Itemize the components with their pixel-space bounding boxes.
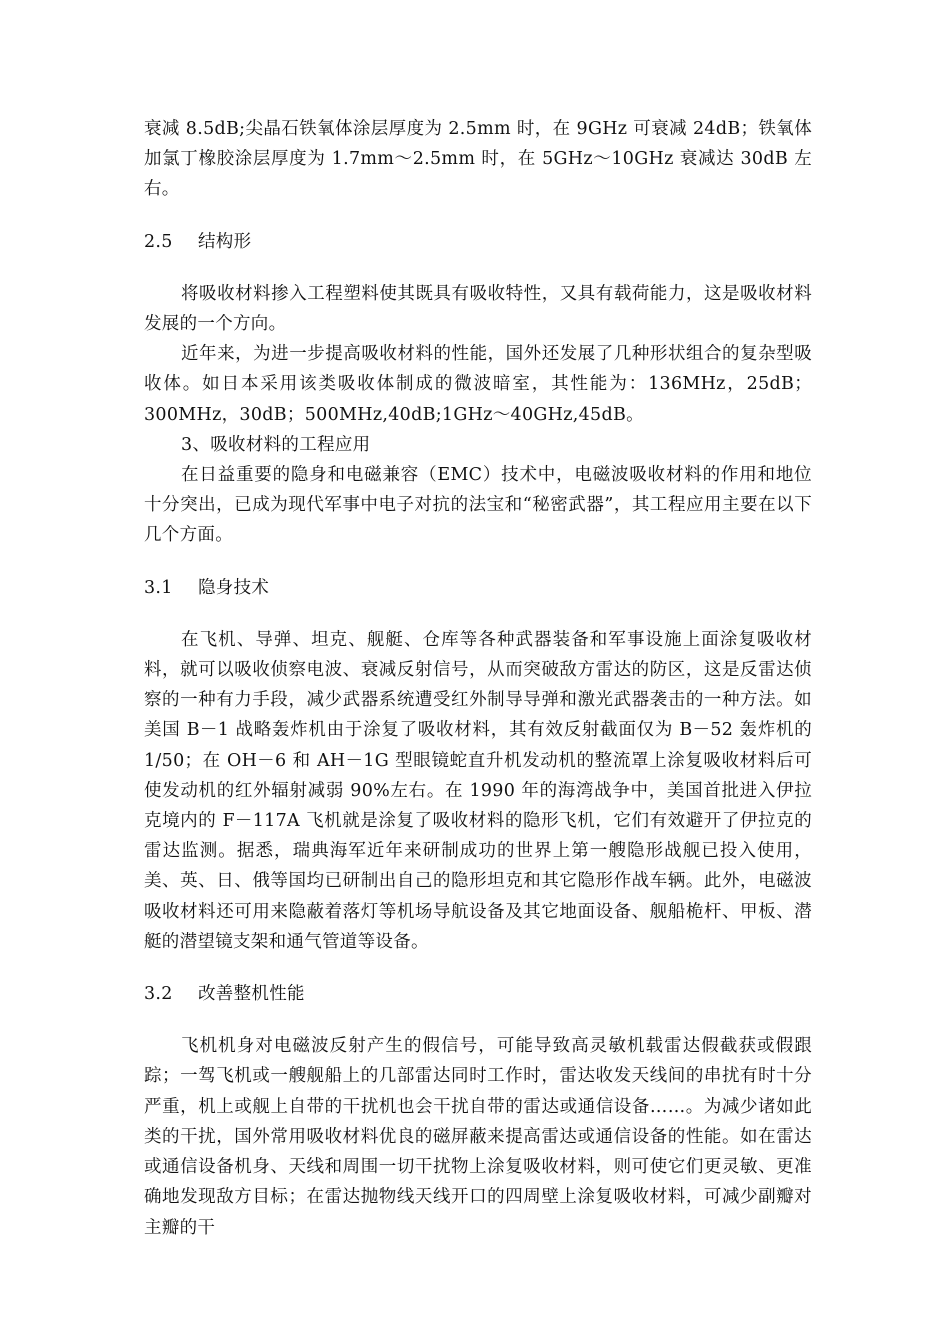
section-number: 2.5 (144, 231, 173, 252)
paragraph-performance: 飞机机身对电磁波反射产生的假信号，可能导致高灵敏机载雷达假截获或假跟踪；一驾飞机或一艘舰船上的几部雷达同时工作时，雷达收发天线间的串扰有时十分严重，机上或舰上自带的干扰机也会干扰自带的雷达或通信设备……。为减少诸如此类的干扰，国外常用吸收材料优良的磁屏蔽来提高雷达或通信设备的性能。如在雷达或通信设备机身、天线和周围一切干扰物上涂复吸收材料，则可使它们更灵敏、更准确地发现敌方目标；在雷达抛物线天线开口的四周壁上涂复吸收材料，可减少副瓣对主瓣的干 (144, 1036, 812, 1238)
paragraph-recent: 近年来，为进一步提高吸收材料的性能，国外还发展了几种形状组合的复杂型吸收体。如日本采用该类吸收体制成的微波暗室，其性能为：136MHz，25dB；300MHz，30dB；500MHz,40dB;1GHz～40GHz,45dB。 (144, 344, 812, 425)
section-heading-3-1 (144, 573, 812, 603)
section-heading-3-2 (144, 979, 812, 1009)
paragraph-section-3-title: 3、吸收材料的工程应用 (181, 434, 371, 455)
section-title: 隐身技术 (198, 577, 270, 598)
paragraph-structural: 将吸收材料掺入工程塑料使其既具有吸收特性，又具有载荷能力，这是吸收材料发展的一个方向。 (144, 283, 812, 335)
section-number: 3.2 (144, 984, 173, 1005)
section-number: 3.1 (144, 577, 173, 598)
paragraph-stealth: 在飞机、导弹、坦克、舰艇、仓库等各种武器装备和军事设施上面涂复吸收材料，就可以吸收侦察电波、衰减反射信号，从而突破敌方雷达的防区，这是反雷达侦察的一种有力手段，减少武器系统遭受红外制导导弹和激光武器袭击的一种方法。如美国 B－1 战略轰炸机由于涂复了吸收材料，其有效反射截面仅为 B－52 轰炸机的 1/50；在 OH－6 和 AH－1G 型眼镜蛇直升机发动机的整流罩上涂复吸收材料后可使发动机的红外辐射减弱 90%左右。在 1990 年的海湾战争中，美国首批进入伊拉克境内的 F－117A 飞机就是涂复了吸收材料的隐形飞机，它们有效避开了伊拉克的雷达监测。据悉，瑞典海军近年来研制成功的世界上第一艘隐形战舰已投入使用，美、英、日、俄等国均已研制出自己的隐形坦克和其它隐形作战车辆。此外，电磁波吸收材料还可用来隐蔽着落灯等机场导航设备及其它地面设备、舰船桅杆、甲板、潜艇的潜望镜支架和通气管道等设备。 (144, 629, 812, 952)
paragraph-continued: 衰减 8.5dB;尖晶石铁氧体涂层厚度为 2.5mm 时，在 9GHz 可衰减 24dB；铁氧体加氯丁橡胶涂层厚度为 1.7mm～2.5mm 时，在 5GHz～10GHz 衰减达 30dB 左右。 (144, 119, 812, 200)
section-title: 结构形 (198, 231, 252, 252)
section-heading-2-5 (144, 227, 812, 257)
document-page (144, 114, 812, 1243)
paragraph-emc: 在日益重要的隐身和电磁兼容（EMC）技术中，电磁波吸收材料的作用和地位十分突出，已成为现代军事中电子对抗的法宝和“秘密武器”，其工程应用主要在以下几个方面。 (144, 465, 812, 546)
section-title: 改善整机性能 (198, 984, 305, 1005)
